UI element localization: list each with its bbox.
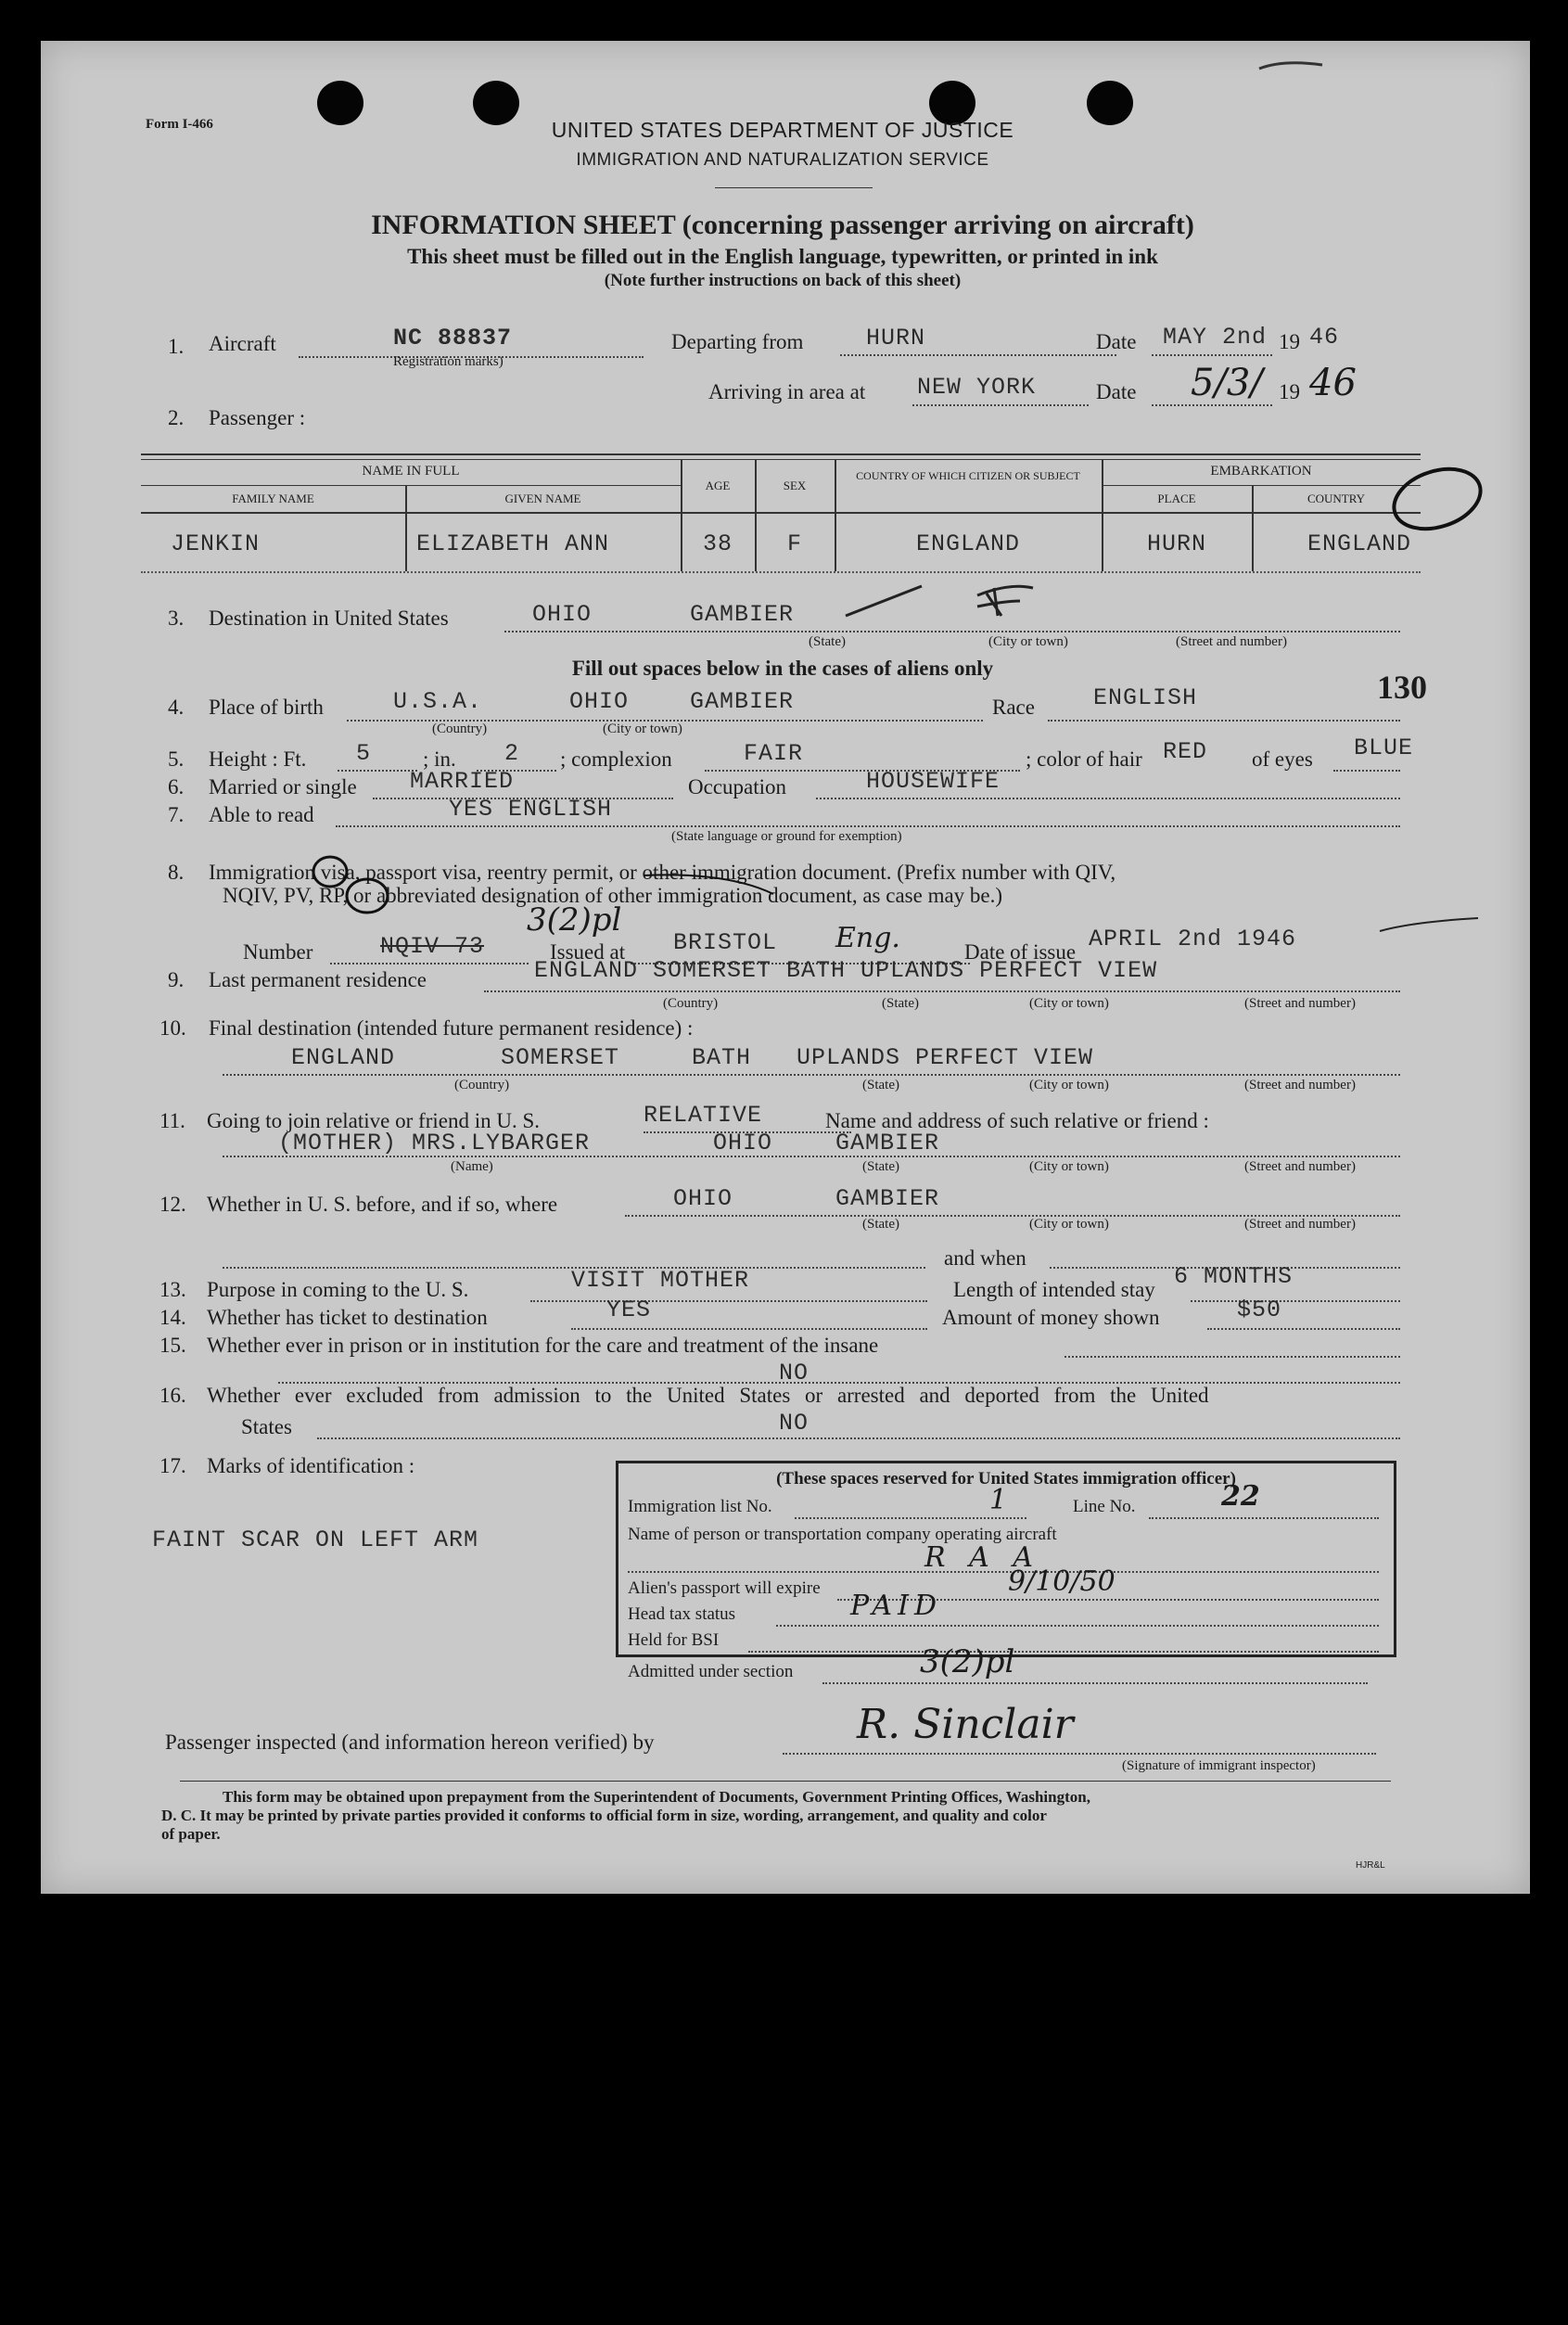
cap-prev-state: (State) [862,1217,899,1232]
section-line [822,1682,1368,1684]
section-value[interactable]: 3(2)pl [920,1643,1015,1680]
q1-number: 1. [168,335,185,358]
list-value[interactable]: 1 [989,1484,1008,1516]
purpose-value[interactable]: VISIT MOTHER [571,1267,750,1294]
stay-label: Length of intended stay [953,1278,1155,1301]
departing-label: Departing from [671,330,804,353]
header-rule [715,187,873,188]
issue-date-value[interactable]: APRIL 2nd 1946 [1089,926,1297,952]
excluded-line [317,1437,1400,1439]
bsi-line [748,1651,1379,1653]
issued-label: Issued at [550,940,626,964]
destination-line [504,631,1400,632]
name-group-header: NAME IN FULL [362,464,460,479]
form-sheet [41,41,1530,1894]
aircraft-label: Aircraft [209,332,276,355]
cap-final-street: (Street and number) [1244,1078,1356,1092]
document-instructions-1: Immigration visa, passport visa, reentry permit, or other immigration document. (Prefix number with QIV, [209,861,1116,884]
relative-city[interactable]: GAMBIER [835,1130,940,1156]
hand-circle-mark [1385,458,1497,542]
family-name-cell[interactable]: JENKIN [171,530,261,557]
family-name-header: FAMILY NAME [232,492,314,505]
depart-year-prefix: 19 [1279,330,1300,353]
arriving-value[interactable]: NEW YORK [917,374,1037,401]
departing-value[interactable]: HURN [866,325,926,351]
q5-number: 5. [168,747,185,771]
q12-number: 12. [159,1193,186,1216]
sex-cell[interactable]: F [786,530,802,557]
country-header: COUNTRY [1307,492,1366,505]
service-name: IMMIGRATION AND NATURALIZATION SERVICE [576,150,989,170]
relative-state[interactable]: OHIO [713,1130,773,1156]
excluded-label: Whether ever excluded from admission to the United States or arrested and deported from the United [207,1384,1209,1407]
q13-number: 13. [159,1278,186,1301]
q4-number: 4. [168,696,185,719]
cap-city: (City or town) [988,634,1068,649]
form-number: Form I-466 [146,117,213,132]
doc-number-label: Number [243,940,313,964]
money-value[interactable]: $50 [1237,1297,1282,1323]
punch-hole [317,81,363,125]
line-value[interactable]: 22 [1221,1480,1260,1513]
company-label: Name of person or transportation company operating aircraft [628,1525,1057,1544]
bsi-label: Held for BSI [628,1630,720,1650]
race-label: Race [992,696,1035,719]
cap-street: (Street and number) [1176,634,1287,649]
line-label: Line No. [1073,1497,1136,1516]
ticket-value[interactable]: YES [606,1297,652,1323]
hand-dash-mark [1256,54,1330,76]
marks-label: Marks of identification : [207,1454,415,1477]
form-note: (Note further instructions on back of this sheet) [604,271,962,290]
issued-hand[interactable]: Eng. [835,922,900,954]
destination-city[interactable]: GAMBIER [690,601,795,628]
age-cell[interactable]: 38 [702,530,733,557]
hand-check-mark [838,579,1052,625]
height-in-label: ; in. [423,747,456,771]
birth-country[interactable]: U.S.A. [393,688,483,715]
prison-line [1064,1356,1400,1358]
given-name-cell[interactable]: ELIZABETH ANN [416,530,610,557]
q11-number: 11. [159,1109,185,1132]
line-line [1149,1517,1379,1519]
embark-place-cell[interactable]: HURN [1146,530,1206,557]
tax-value[interactable]: PAID [850,1590,942,1622]
eyes-label: of eyes [1252,747,1313,771]
race-value[interactable]: ENGLISH [1093,684,1198,711]
arrive-date-value[interactable]: 5/3/ [1191,362,1263,404]
aircraft-value[interactable]: NC 88837 [393,325,513,351]
cap-res-city: (City or town) [1029,996,1109,1011]
footer-line-2: D. C. It may be printed by private parties provided it conforms to official form in size, wording, arrangement, and quality and color [161,1807,1047,1824]
destination-label: Destination in United States [209,607,449,630]
birth-city[interactable]: GAMBIER [690,688,795,715]
hair-value[interactable]: RED [1163,738,1208,765]
age-header: AGE [705,479,731,492]
destination-state[interactable]: OHIO [532,601,593,628]
arrive-date-line [1152,404,1272,406]
expire-value[interactable]: 9/10/50 [1008,1565,1115,1598]
final-dest-state[interactable]: SOMERSET [501,1044,620,1071]
cap-rel-name: (Name) [451,1159,493,1174]
arriving-label: Arriving in area at [708,380,866,403]
form-subtitle: This sheet must be filled out in the English language, typewritten, or printed in ink [407,245,1158,268]
departing-line [840,354,1116,356]
depart-year[interactable]: 46 [1309,324,1340,351]
residence-label: Last permanent residence [209,968,427,991]
officer-box-title: (These spaces reserved for United States immigration officer) [776,1469,1236,1488]
prison-label: Whether ever in prison or in institution for the care and treatment of the insane [207,1334,879,1357]
final-dest-street[interactable]: UPLANDS PERFECT VIEW [797,1044,1094,1071]
department-name: UNITED STATES DEPARTMENT OF JUSTICE [551,118,1014,142]
q14-number: 14. [159,1306,186,1329]
read-value[interactable]: YES ENGLISH [449,796,613,823]
read-caption: (State language or ground for exemption) [671,829,902,844]
height-ft[interactable]: 5 [356,740,372,767]
final-dest-country[interactable]: ENGLAND [291,1044,396,1071]
issue-date-label: Date of issue [964,940,1077,964]
embarkation-group-header: EMBARKATION [1210,464,1312,479]
marital-value[interactable]: MARRIED [410,768,515,795]
q7-number: 7. [168,803,185,826]
section-label: Admitted under section [628,1662,794,1681]
cap-prev-city: (City or town) [1029,1217,1109,1232]
aliens-heading: Fill out spaces below in the cases of aliens only [571,657,994,680]
footer-rule [180,1781,1391,1782]
tax-line [776,1625,1379,1627]
relative-label: Going to join relative or friend in U. S. [207,1109,540,1132]
arriving-line [912,404,1089,406]
stay-line [1191,1300,1400,1302]
occupation-line [816,798,1400,799]
officer-box [616,1461,1396,1657]
eyes-value[interactable]: BLUE [1354,735,1414,761]
doc-handwritten-section[interactable]: 3(2)pl [527,901,622,939]
occupation-value[interactable]: HOUSEWIFE [866,768,1001,795]
q6-number: 6. [168,775,185,798]
registration-caption: Registration marks) [393,354,504,369]
residence-value[interactable]: ENGLAND SOMERSET BATH UPLANDS PERFECT VIEW [534,957,1158,984]
occupation-label: Occupation [688,775,787,798]
inspector-signature[interactable]: R. Sinclair [857,1701,1074,1748]
cap-birth-city: (City or town) [603,722,682,736]
form-title: INFORMATION SHEET (concerning passenger arriving on aircraft) [371,210,1194,240]
hand-dash-mark [1376,913,1487,940]
q8-number: 8. [168,861,185,884]
tax-label: Head tax status [628,1604,736,1624]
final-dest-line [223,1074,1400,1076]
footer-line-3: of paper. [161,1825,221,1843]
birthplace-label: Place of birth [209,696,324,719]
height-in[interactable]: 2 [504,740,520,767]
cap-final-city: (City or town) [1029,1078,1109,1092]
money-label: Amount of money shown [942,1306,1160,1329]
purpose-line [530,1300,927,1302]
relative-address-label: Name and address of such relative or friend : [825,1109,1209,1132]
cap-rel-state: (State) [862,1159,899,1174]
cap-res-street: (Street and number) [1244,996,1356,1011]
previous-visit-state[interactable]: OHIO [673,1185,733,1212]
depart-date-label: Date [1096,330,1137,353]
eyes-line [1333,770,1400,772]
list-label: Immigration list No. [628,1497,772,1516]
cap-rel-street: (Street and number) [1244,1159,1356,1174]
document-instructions-2: NQIV, PV, RP, or abbreviated designation of other immigration document, as case may be.) [223,884,1003,907]
marital-label: Married or single [209,775,357,798]
read-label: Able to read [209,803,314,826]
hair-label: ; color of hair [1026,747,1142,771]
cap-res-state: (State) [882,996,919,1011]
relative-value[interactable]: RELATIVE [644,1102,763,1129]
cap-res-country: (Country) [663,996,719,1011]
embark-country-cell[interactable]: ENGLAND [1307,530,1412,557]
footer-line-1: This form may be obtained upon prepayment from the Superintendent of Documents, Government Printing Offices, Washington, [223,1788,1090,1806]
arrive-date-label: Date [1096,380,1137,403]
read-line [336,825,1400,827]
doc-number-value[interactable]: NQIV 73 [380,933,485,960]
inspection-label: Passenger inspected (and information hereon verified) by [165,1731,655,1754]
and-when-label: and when [944,1246,1026,1270]
signature-caption: (Signature of immigrant inspector) [1122,1758,1316,1773]
expire-label: Alien's passport will expire [628,1578,821,1598]
race-line [1048,720,1400,722]
excluded-label-2: States [241,1415,292,1438]
cap-birth-country: (Country) [432,722,488,736]
corner-mark: 130 [1377,669,1427,706]
printer-mark: HJR&L [1356,1860,1385,1871]
depart-date-line [1152,354,1272,356]
purpose-label: Purpose in coming to the U. S. [207,1278,469,1301]
residence-line [484,990,1400,992]
arrive-year-prefix: 19 [1279,380,1300,403]
q9-number: 9. [168,968,185,991]
cap-final-country: (Country) [454,1078,510,1092]
arrive-year[interactable]: 46 [1309,362,1357,404]
height-ft-line [338,770,417,772]
company-value[interactable]: R A A [924,1541,1040,1574]
q3-number: 3. [168,607,185,630]
excluded-value[interactable]: NO [779,1410,809,1437]
complexion-value[interactable]: FAIR [744,740,804,767]
birth-state[interactable]: OHIO [569,688,630,715]
given-name-header: GIVEN NAME [504,492,581,505]
previous-visit-city[interactable]: GAMBIER [835,1185,940,1212]
marks-value[interactable]: FAINT SCAR ON LEFT ARM [152,1527,479,1553]
cap-state: (State) [809,634,846,649]
complexion-label: ; complexion [560,747,672,771]
stay-value[interactable]: 6 MONTHS [1174,1263,1294,1290]
signature-line [783,1753,1376,1755]
passenger-label: Passenger : [209,406,306,429]
cap-final-state: (State) [862,1078,899,1092]
place-header: PLACE [1157,492,1196,505]
money-line [1207,1328,1400,1330]
cap-rel-city: (City or town) [1029,1159,1109,1174]
q10-number: 10. [159,1016,186,1040]
prison-value[interactable]: NO [779,1360,809,1386]
final-dest-city[interactable]: BATH [692,1044,752,1071]
q17-number: 17. [159,1454,186,1477]
doc-number-line [330,963,529,964]
citizen-header: COUNTRY OF WHICH CITIZEN OR SUBJECT [856,469,1080,482]
depart-date-value[interactable]: MAY 2nd [1163,324,1268,351]
previous-visit-label: Whether in U. S. before, and if so, where [207,1193,558,1216]
height-label: Height : Ft. [209,747,307,771]
final-dest-label: Final destination (intended future permanent residence) : [209,1016,694,1040]
q15-number: 15. [159,1334,186,1357]
citizen-cell[interactable]: ENGLAND [915,530,1021,557]
list-line [795,1517,1026,1519]
q2-number: 2. [168,406,185,429]
ticket-label: Whether has ticket to destination [207,1306,488,1329]
ticket-line [571,1328,927,1330]
q16-number: 16. [159,1384,186,1407]
relative-name[interactable]: (MOTHER) MRS.LYBARGER [278,1130,591,1156]
cap-prev-street: (Street and number) [1244,1217,1356,1232]
issued-value[interactable]: BRISTOL [673,929,778,956]
sex-header: SEX [783,479,807,492]
